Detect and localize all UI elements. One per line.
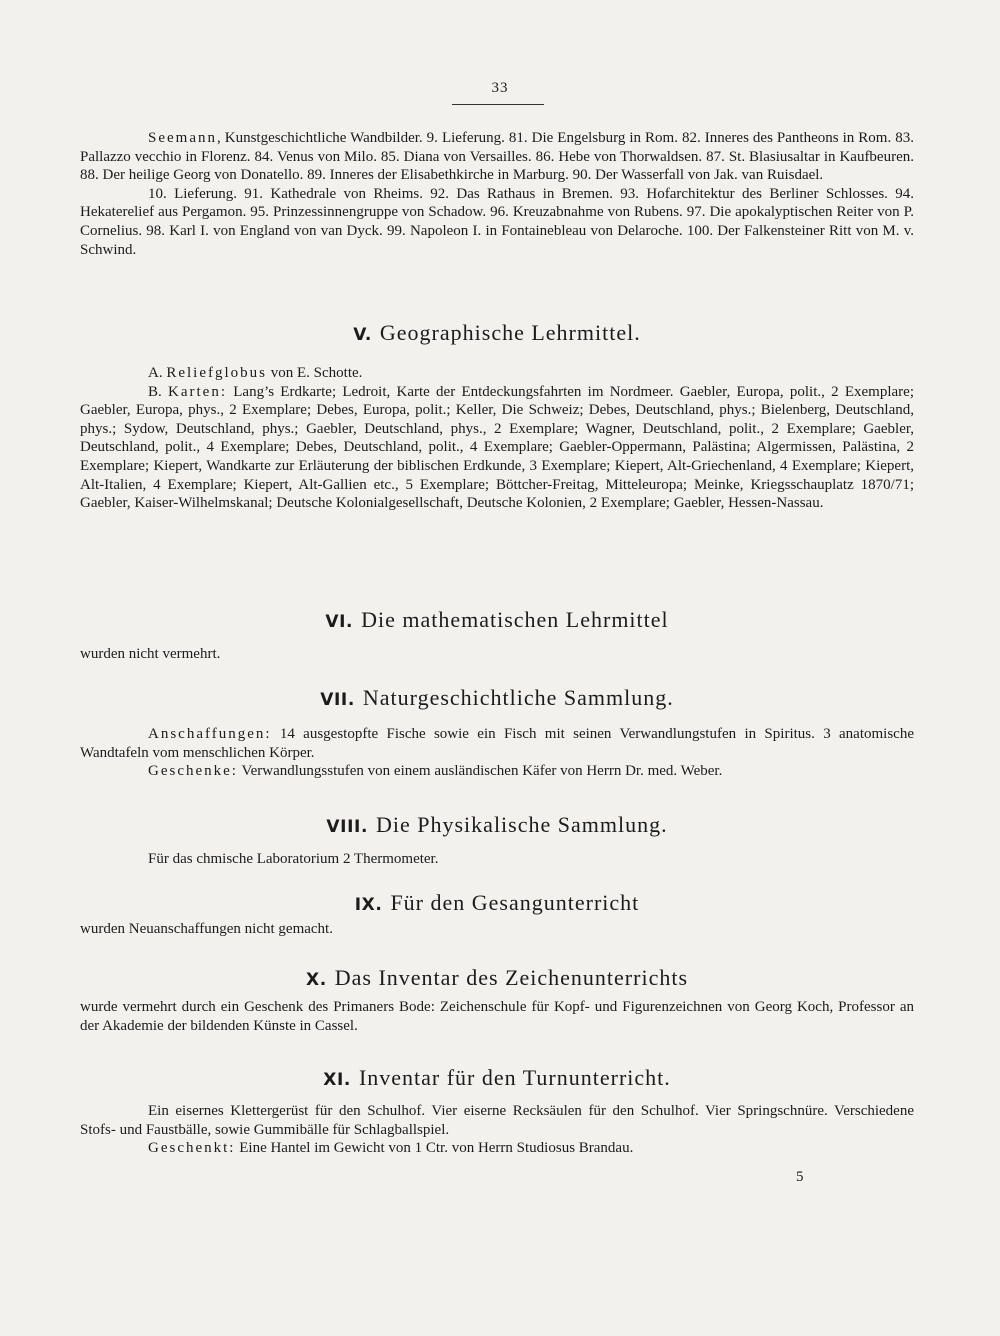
section-heading-v: V. Geographische Lehrmittel. [353,320,641,345]
section-xi-gift: Geschenkt: Eine Hantel im Gewicht von 1 Ctr. von Herrn Studiosus Brandau. [148,1140,634,1157]
intro-line-1: Seemann, Kunstgeschichtliche Wandbilder. 9. Lieferung. 81. Die Engelsburg in Rom. 82. Inneres des Pantheons in Rom. 83. Pallazzo vecchio in Florenz. 84. Venus von Milo. 85. Diana von Versailles. 86. Hebe von Thorwaldsen. 87. St. Blasiusaltar in Kaufbeuren. 88. Der heilige Georg von Donatello. 89. Inneres der Elisabethkirche in Marburg. 90. Der Wasserfall von Jak. van Ruisdael. [80,130,914,184]
page-number-rule [452,104,544,105]
section-heading-viii: VIII. Die Physikalische Sammlung. [326,812,668,837]
section-vii-acquisitions: Anschaffungen: 14 ausgestopfte Fische sowie ein Fisch mit seinen Verwandlungstufen in Spiritus. 3 anatomische Wandtafeln vom menschlichen Körper. [80,726,914,761]
section-vii-gifts: Geschenke: Verwandlungsstufen von einem ausländischen Käfer von Herrn Dr. med. Weber. [148,763,723,780]
section-heading-xi: XI. Inventar für den Turnunterricht. [323,1065,671,1090]
section-heading-x: X. Das Inventar des Zeichenunterrichts [305,965,689,990]
section-v-item-a: A. Reliefglobus von E. Schotte. [148,365,363,381]
section-vi-body: wurden nicht vermehrt. [80,646,221,662]
section-v-body [80,364,914,513]
page-number: 33 [491,80,509,96]
section-ix-body: wurden Neuanschaffungen nicht gemacht. [80,921,333,937]
section-heading-ix: IX. Für den Gesangunterricht [354,890,640,915]
section-x-body: wurde vermehrt durch ein Geschenk des Primaners Bode: Zeichenschule für Kopf- und Figurenzeichnen von Georg Koch, Professor an der Akademie der bildenden Künste in Cassel. [80,999,914,1034]
section-heading-vi: VI. Die mathematischen Lehrmittel [325,607,669,632]
section-xi-body [80,1102,914,1158]
section-viii-body: Für das chmische Laboratorium 2 Thermometer. [148,851,439,867]
section-vii-body [80,725,914,781]
section-v-item-b: B. Karten: Lang’s Erdkarte; Ledroit, Karte der Entdeckungsfahrten im Nordmeer. Gaebler, Europa, polit., 2 Exemplare; Gaebler, Europa, phys., 2 Exemplare; Debes, Europa, polit.; Keller, Die Schweiz; Debes, Deutschland, phys.; Bielenberg, Deutschland, phys.; Sydow, Deutschland, phys.; Gaebler, Deutschland, phys., 2 Exemplare; Wagner, Deutschland, polit., 2 Exemplare; Gaebler, Deutschland, polit., 4 Exemplare; Debes, Deutschland, polit., 4 Exemplare; Gaebler-Oppermann, Palästina; Algermissen, Palästina, 2 Exemplare; Kiepert, Wandkarte zur Erläuterung der biblischen Erdkunde, 3 Exemplare; Kiepert, Alt-Griechenland, 4 Exemplare; Kiepert, Alt-Italien, 4 Exemplare; Kiepert, Alt-Gallien etc., 5 Exemplare; Böttcher-Freitag, Mitteleuropa; Meinke, Kriegsschauplatz 1870/71; Gaebler, Kaiser-Wilhelmskanal; Deutsche Kolonialgesellschaft, Deutsche Kolonien, 2 Exemplare; Gaebler, Hessen-Nassau. [80,383,914,512]
publisher-name: Seemann [148,130,217,146]
intro-paragraph [80,129,914,259]
section-xi-items: Ein eisernes Klettergerüst für den Schulhof. Vier eiserne Recksäulen für den Schulhof. Vier Springschnüre. Verschiedene Stofs- und Faustbälle, sowie Gummibälle für Schlagballspiel. [80,1103,914,1138]
intro-line-2: 10. Lieferung. 91. Kathedrale von Rheims. 92. Das Rathaus in Bremen. 93. Hofarchitektur des Berliner Schlosses. 94. Hekaterelief aus Pergamon. 95. Prinzessinnengruppe von Schadow. 96. Kreuzabnahme von Rubens. 97. Die apokalyptischen Reiter von P. Cornelius. 98. Karl I. von England von van Dyck. 99. Napoleon I. in Fontainebleau von Delaroche. 100. Der Falkensteiner Ritt von M. v. Schwind. [80,185,914,258]
signature-mark: 5 [796,1169,804,1185]
section-heading-vii: VII. Naturgeschichtliche Sammlung. [320,685,674,710]
